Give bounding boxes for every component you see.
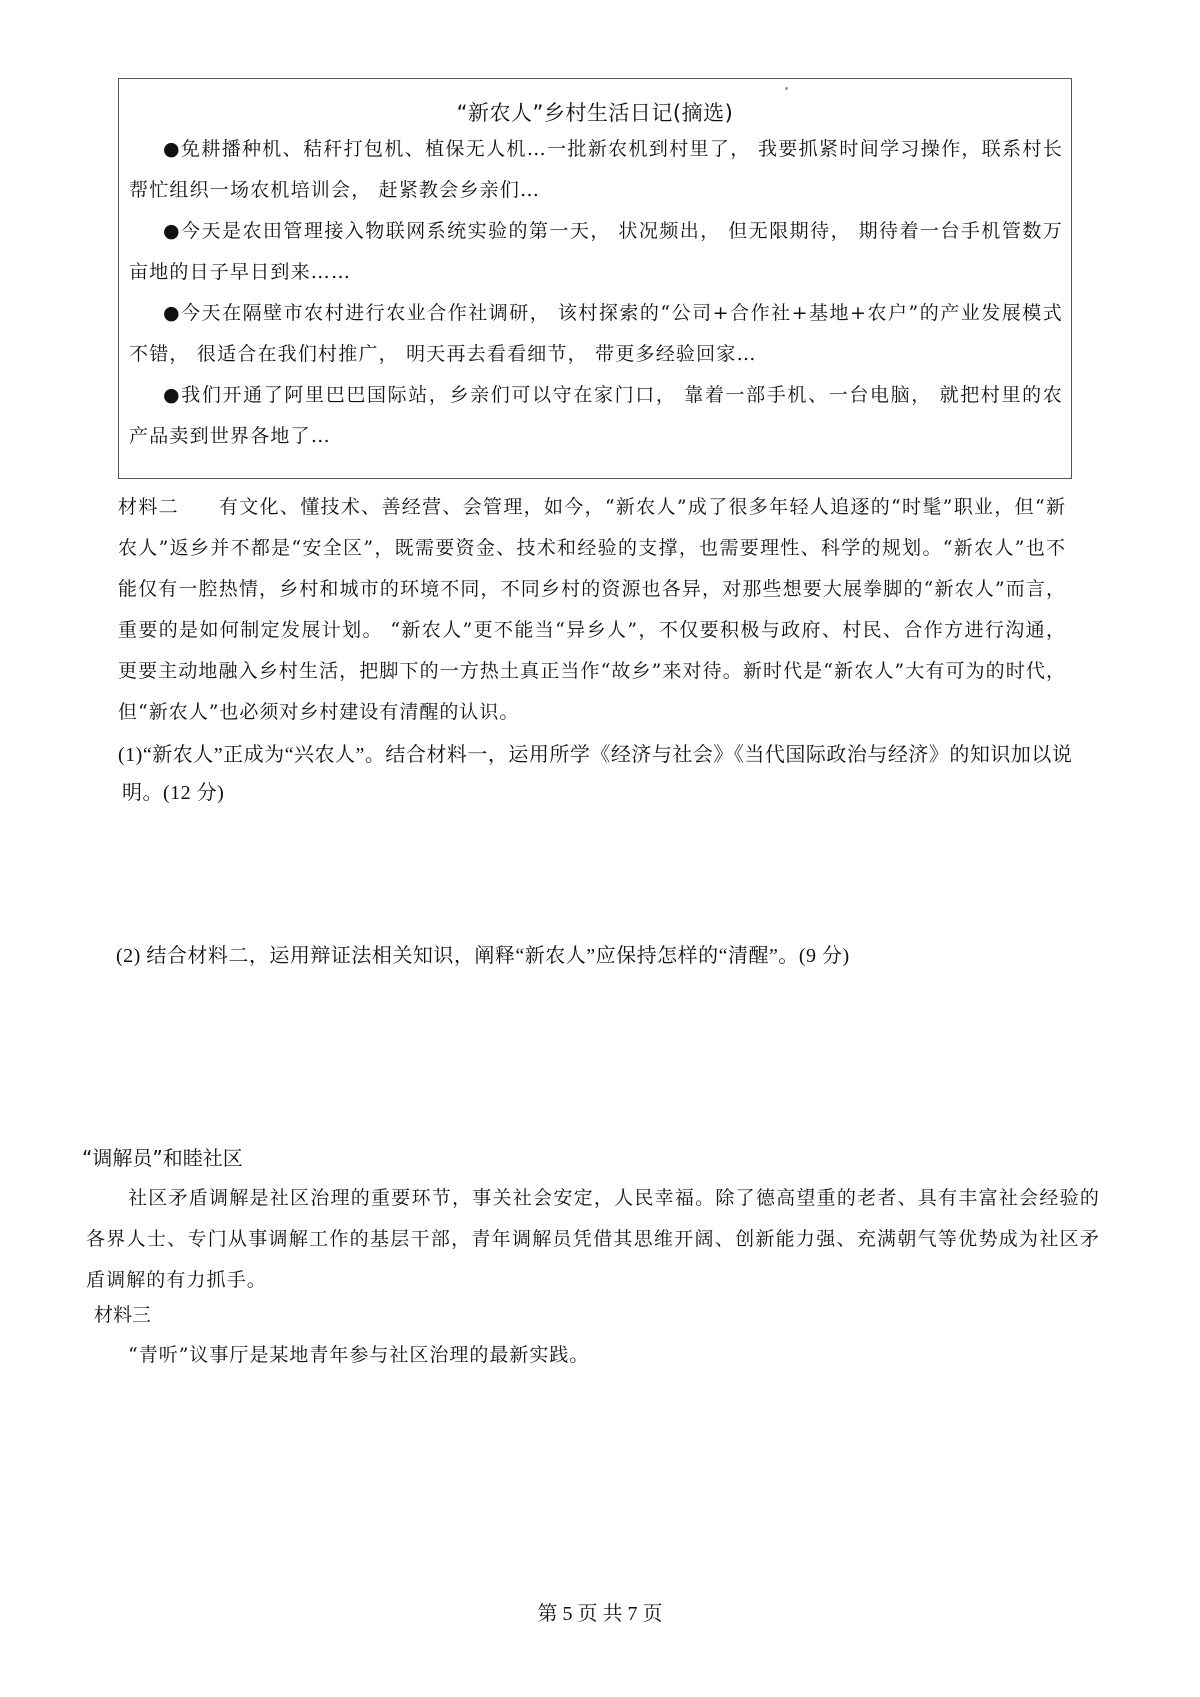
diary-title: “新农人”乡村生活日记(摘选) xyxy=(456,101,734,125)
section-intro-paragraph: 社区矛盾调解是社区治理的重要环节，事关社会安定，人民幸福。除了德高望重的老者、具有丰富社会经验的各界人士、专门从事调解工作的基层干部，青年调解员凭借其思维开阔、创新能力强、充满朝气等优势成为社区矛盾调解的有力抓手。 xyxy=(86,1187,1100,1291)
diary-excerpt-box xyxy=(118,78,1072,479)
diary-entry-2: ●今天是农田管理接入物联网系统实验的第一天， 状况频出， 但无限期待， 期待着一台手机管数万亩地的日子早日到来…… xyxy=(129,220,1063,283)
material-2-text: 有文化、懂技术、善经营、会管理，如今，“新农人”成了很多年轻人追逐的“时髦”职业，但“新农人”返乡并不都是“安全区”，既需要资金、技术和经验的支撑，也需要理性、科学的规划。“新农人”也不能仅有一腔热情，乡村和城市的环境不同，不同乡村的资源也各异，对那些想要大展拳脚的“新农人”而言，重要的是如何制定发展计划。 “新农人”更不能当“异乡人”，不仅要积极与政府、村民、合作方进行沟通，更要主动地融入乡村生活，把脚下的一方热土真正当作“故乡”来对待。新时代是“新农人”大有可为的时代，但“新农人”也必须对乡村建设有清醒的认识。 xyxy=(118,496,1066,723)
diary-entry-3: ●今天在隔壁市农村进行农业合作社调研， 该村探索的“公司+合作社+基地+农户”的产业发展模式不错， 很适合在我们村推广， 明天再去看看细节， 带更多经验回家… xyxy=(129,302,1063,365)
material-2-label: 材料二 xyxy=(118,496,179,518)
page-number-footer: 第 5 页 共 7 页 xyxy=(537,1603,663,1625)
material-3-text: “青听”议事厅是某地青年参与社区治理的最新实践。 xyxy=(128,1344,590,1366)
material-2-paragraph xyxy=(118,487,1066,733)
material-3-label: 材料三 xyxy=(94,1304,152,1326)
diary-entry-4: ●我们开通了阿里巴巴国际站，乡亲们可以守在家门口， 靠着一部手机、一台电脑， 就把村里的农产品卖到世界各地了… xyxy=(129,384,1063,447)
question-1-line-2: 明。(12 分) xyxy=(122,782,225,804)
speck-mark xyxy=(785,87,788,90)
diary-entry-1: ●免耕播种机、秸秆打包机、植保无人机…一批新农机到村里了， 我要抓紧时间学习操作，联系村长帮忙组织一场农机培训会， 赶紧教会乡亲们… xyxy=(129,138,1063,201)
question-2: (2) 结合材料二，运用辩证法相关知识，阐释“新农人”应保持怎样的“清醒”。(9 分) xyxy=(116,945,850,967)
section-heading: “调解员”和睦社区 xyxy=(82,1146,243,1170)
question-1-line-1: (1)“新农人”正成为“兴农人”。结合材料一，运用所学《经济与社会》《当代国际政治与经济》的知识加以说 xyxy=(118,744,1073,766)
